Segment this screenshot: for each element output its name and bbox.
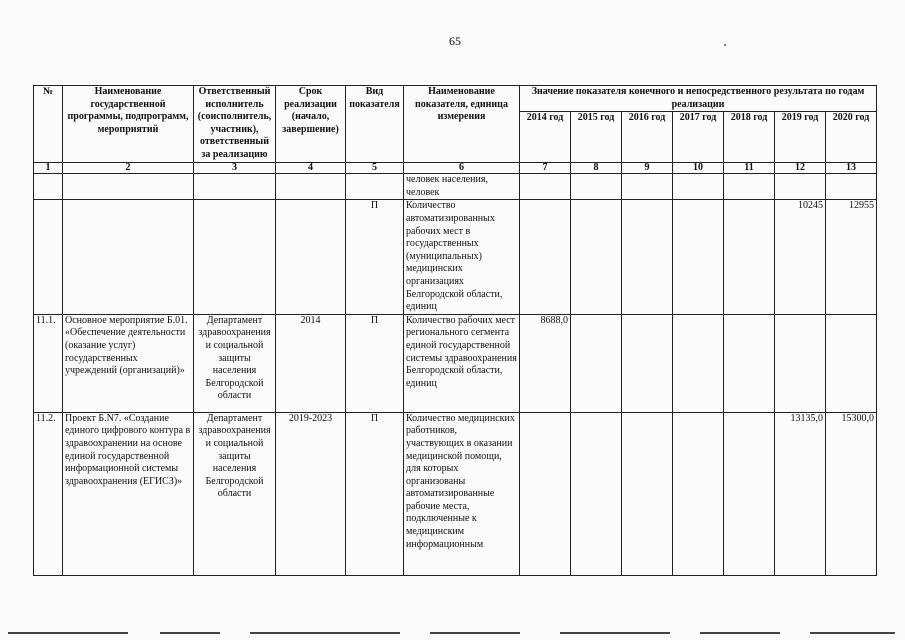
- header-indicator-type: Вид показателя: [346, 86, 404, 163]
- row-executor: [194, 174, 276, 200]
- column-number: 1: [34, 163, 63, 174]
- header-year: 2018 год: [724, 112, 775, 163]
- header-period: Срок реализации (начало, завершение): [276, 86, 346, 163]
- column-number: 2: [63, 163, 194, 174]
- header-row-1: [34, 86, 877, 112]
- scan-edge-line: [250, 632, 400, 634]
- scan-edge-line: [8, 632, 128, 634]
- row-executor: [194, 200, 276, 314]
- column-number-row: [34, 163, 877, 174]
- row-indicator-type: П: [346, 314, 404, 412]
- row-program-name: Проект Б.N7. «Создание единого цифрового контура в здравоохранении на основе единой государственной информационной системы здравоохранения (ЕГИСЗ)»: [63, 412, 194, 575]
- row-value: [571, 412, 622, 575]
- header-year: 2015 год: [571, 112, 622, 163]
- scan-edge-line: [700, 632, 780, 634]
- column-number: 5: [346, 163, 404, 174]
- column-number: 9: [622, 163, 673, 174]
- header-year: 2020 год: [826, 112, 877, 163]
- row-value: 12955: [826, 200, 877, 314]
- header-year: 2016 год: [622, 112, 673, 163]
- row-period: [276, 174, 346, 200]
- row-value: 10245: [775, 200, 826, 314]
- header-program-name: Наименование государственной программы, подпрограмм, мероприятий: [63, 86, 194, 163]
- row-value: [571, 200, 622, 314]
- header-year: 2017 год: [673, 112, 724, 163]
- scan-edge-line: [430, 632, 520, 634]
- row-executor: Департамент здравоохранения и социальной защиты населения Белгородской области: [194, 314, 276, 412]
- row-value: [673, 174, 724, 200]
- row-value: [775, 314, 826, 412]
- column-number: 4: [276, 163, 346, 174]
- row-number: [34, 200, 63, 314]
- row-number: 11.1.: [34, 314, 63, 412]
- header-number: №: [34, 86, 63, 163]
- table-row: [34, 200, 877, 314]
- header-indicator-name: Наименование показателя, единица измерения: [404, 86, 520, 163]
- column-number: 7: [520, 163, 571, 174]
- scan-speck: [724, 44, 726, 46]
- column-number: 12: [775, 163, 826, 174]
- table-row: [34, 314, 877, 412]
- header-year: 2014 год: [520, 112, 571, 163]
- row-value: [520, 200, 571, 314]
- row-value: [673, 412, 724, 575]
- row-value: 13135,0: [775, 412, 826, 575]
- row-value: 8688,0: [520, 314, 571, 412]
- page-number: 65: [449, 34, 461, 48]
- row-indicator-name: человек населения, человек: [404, 174, 520, 200]
- row-value: [724, 412, 775, 575]
- indicator-table: [33, 85, 877, 576]
- row-period: [276, 200, 346, 314]
- row-program-name: [63, 200, 194, 314]
- table-row: [34, 174, 877, 200]
- row-number: 11.2.: [34, 412, 63, 575]
- column-number: 3: [194, 163, 276, 174]
- column-number: 10: [673, 163, 724, 174]
- row-indicator-type: П: [346, 412, 404, 575]
- table-row: [34, 412, 877, 575]
- row-value: [724, 174, 775, 200]
- row-value: [520, 412, 571, 575]
- column-number: 6: [404, 163, 520, 174]
- header-executor: Ответственный исполнитель (соисполнитель, участник), ответственный за реализацию: [194, 86, 276, 163]
- row-value: [826, 174, 877, 200]
- row-value: [622, 314, 673, 412]
- row-period: 2014: [276, 314, 346, 412]
- row-program-name: Основное мероприятие Б.01. «Обеспечение деятельности (оказание услуг) государственных учреждений (организаций)»: [63, 314, 194, 412]
- row-value: [826, 314, 877, 412]
- row-value: [622, 200, 673, 314]
- row-value: [775, 174, 826, 200]
- row-value: [673, 200, 724, 314]
- row-indicator-name: Количество медицинских работников, участвующих в оказании медицинской помощи, для которых организованы автоматизированные рабочие места, подключенные к медицинским информационным: [404, 412, 520, 575]
- row-indicator-name: Количество рабочих мест регионального сегмента единой государственной системы здравоохранения Белгородской области, единиц: [404, 314, 520, 412]
- row-value: [571, 174, 622, 200]
- row-indicator-type: П: [346, 200, 404, 314]
- scan-edge-line: [560, 632, 670, 634]
- row-period: 2019-2023: [276, 412, 346, 575]
- row-number: [34, 174, 63, 200]
- row-indicator-type: [346, 174, 404, 200]
- row-value: [520, 174, 571, 200]
- row-value: 15300,0: [826, 412, 877, 575]
- row-executor: Департамент здравоохранения и социальной защиты населения Белгородской области: [194, 412, 276, 575]
- row-value: [622, 174, 673, 200]
- column-number: 11: [724, 163, 775, 174]
- scan-edge-line: [160, 632, 220, 634]
- scan-edge-line: [810, 632, 895, 634]
- header-indicator-values: Значение показателя конечного и непосредственного результата по годам реализации: [520, 86, 877, 112]
- column-number: 13: [826, 163, 877, 174]
- row-program-name: [63, 174, 194, 200]
- column-number: 8: [571, 163, 622, 174]
- row-value: [724, 314, 775, 412]
- header-year: 2019 год: [775, 112, 826, 163]
- row-value: [673, 314, 724, 412]
- row-value: [724, 200, 775, 314]
- row-value: [622, 412, 673, 575]
- row-indicator-name: Количество автоматизированных рабочих мест в государственных (муниципальных) медицинских организациях Белгородской области, единиц: [404, 200, 520, 314]
- row-value: [571, 314, 622, 412]
